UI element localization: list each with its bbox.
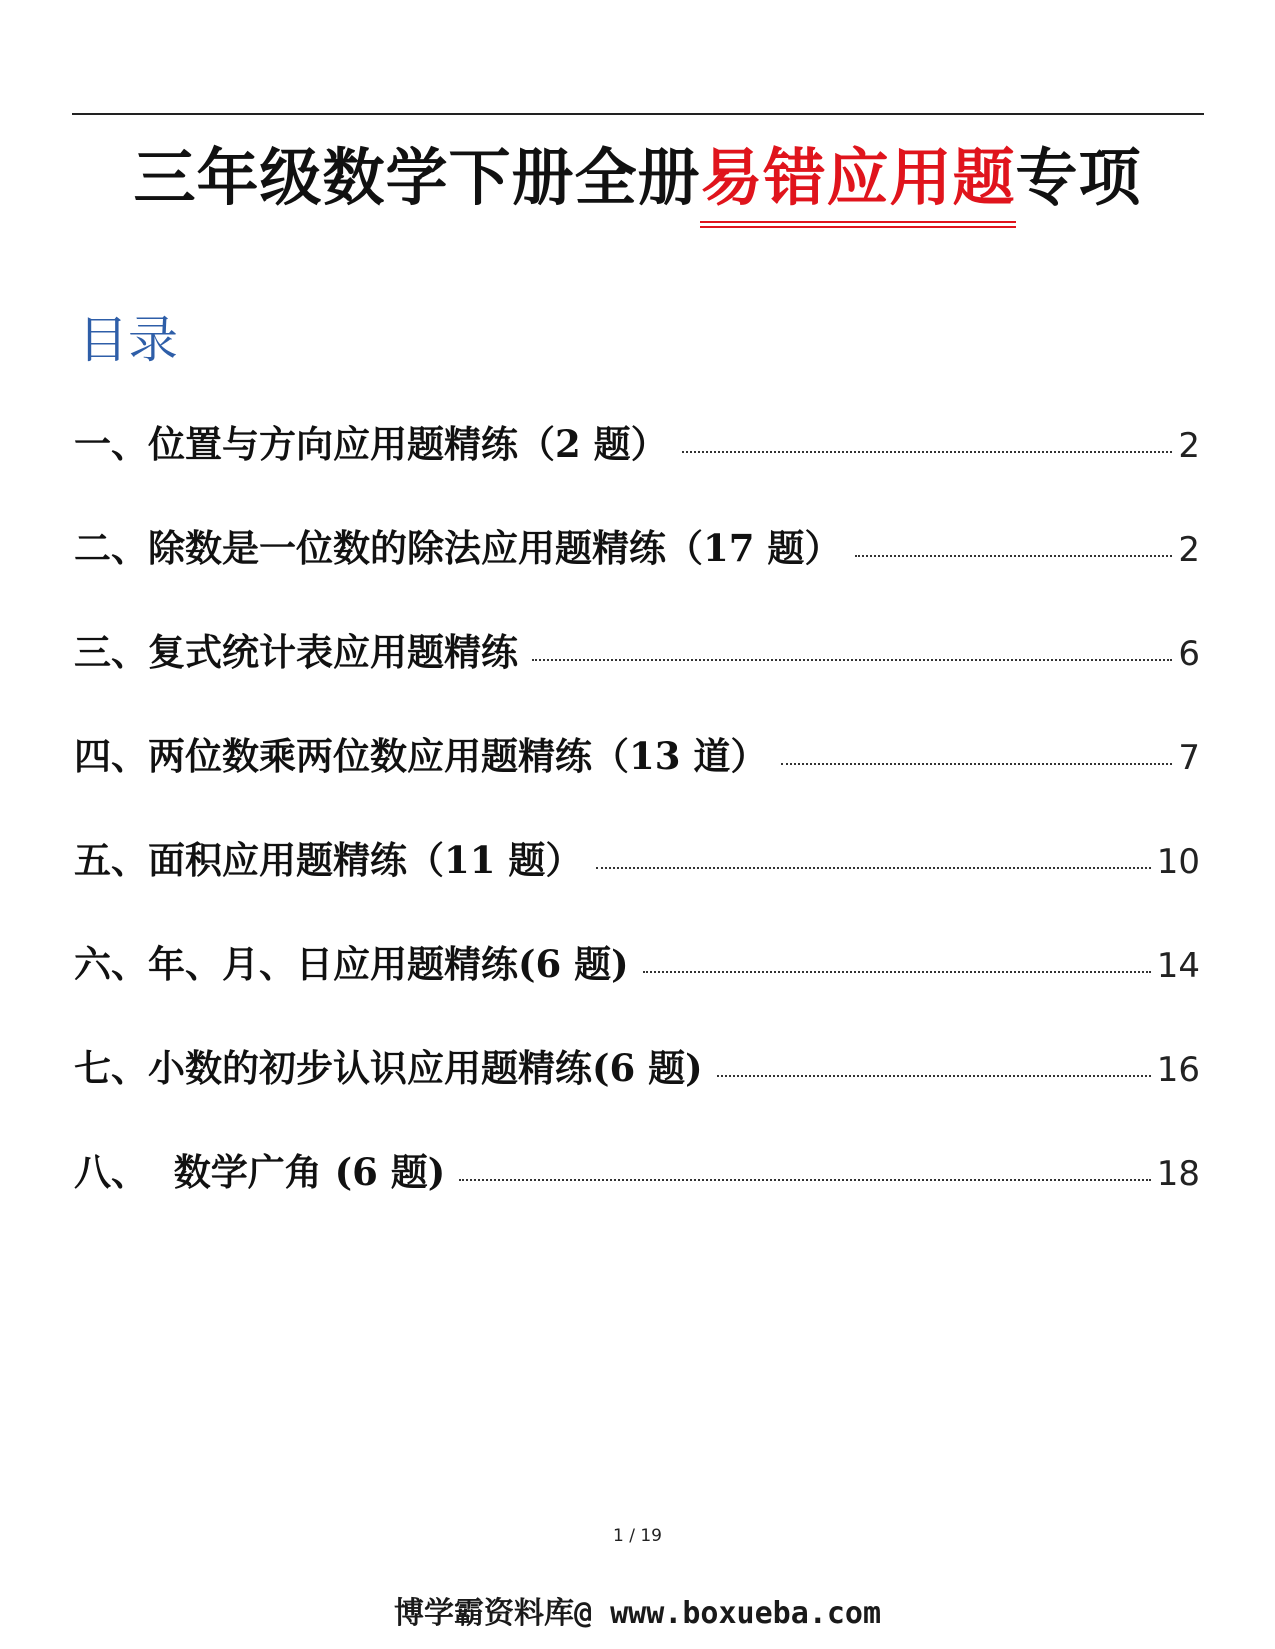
- toc-dot-leader: [781, 763, 1172, 765]
- toc-entry-5[interactable]: [74, 836, 1200, 940]
- toc-entry-7[interactable]: [74, 1044, 1200, 1148]
- toc-entry-page: 14: [1156, 946, 1200, 986]
- toc-entry-page: 2: [1178, 530, 1200, 570]
- title-prefix: 三年级数学下册全册: [133, 141, 701, 214]
- toc-dot-leader: [717, 1075, 1151, 1077]
- toc-dot-leader: [682, 451, 1173, 453]
- title-highlight: 易错应用题: [700, 138, 1015, 228]
- toc-entry-3[interactable]: [74, 628, 1200, 732]
- toc-entry-1[interactable]: [74, 420, 1200, 524]
- toc-dot-leader: [532, 659, 1172, 661]
- toc-entry-page: 18: [1156, 1154, 1200, 1194]
- toc-dot-leader: [459, 1179, 1150, 1181]
- toc-dot-leader: [596, 867, 1150, 869]
- toc-entry-label: 八、 数学广角 (6 题): [74, 1150, 446, 1194]
- toc-entry-label: 三、复式统计表应用题精练: [74, 630, 518, 674]
- toc-entry-page: 2: [1178, 426, 1200, 466]
- watermark: 博学霸资料库@ www.boxueba.com: [393, 1596, 882, 1631]
- table-of-contents: [74, 420, 1200, 1252]
- page-number: 1 / 19: [613, 1526, 662, 1546]
- title-suffix: 专项: [1015, 141, 1142, 214]
- document-title: [0, 138, 1275, 228]
- toc-heading: 目录: [78, 311, 178, 369]
- toc-entry-label: 五、面积应用题精练（11 题）: [74, 838, 583, 882]
- toc-entry-6[interactable]: [74, 940, 1200, 1044]
- toc-entry-page: 7: [1178, 738, 1200, 778]
- toc-dot-leader: [855, 555, 1172, 557]
- toc-entry-8[interactable]: [74, 1148, 1200, 1252]
- toc-entry-label: 一、位置与方向应用题精练（2 题）: [74, 422, 668, 466]
- toc-entry-label: 四、两位数乘两位数应用题精练（13 道）: [74, 734, 768, 778]
- toc-entry-2[interactable]: [74, 524, 1200, 628]
- toc-entry-label: 六、年、月、日应用题精练(6 题): [74, 942, 629, 986]
- toc-entry-label: 二、除数是一位数的除法应用题精练（17 题）: [74, 526, 842, 570]
- top-divider: [72, 113, 1204, 115]
- toc-entry-page: 10: [1156, 842, 1200, 882]
- toc-dot-leader: [643, 971, 1151, 973]
- toc-entry-label: 七、小数的初步认识应用题精练(6 题): [74, 1046, 703, 1090]
- toc-entry-page: 16: [1156, 1050, 1200, 1090]
- toc-entry-4[interactable]: [74, 732, 1200, 836]
- toc-entry-page: 6: [1178, 634, 1200, 674]
